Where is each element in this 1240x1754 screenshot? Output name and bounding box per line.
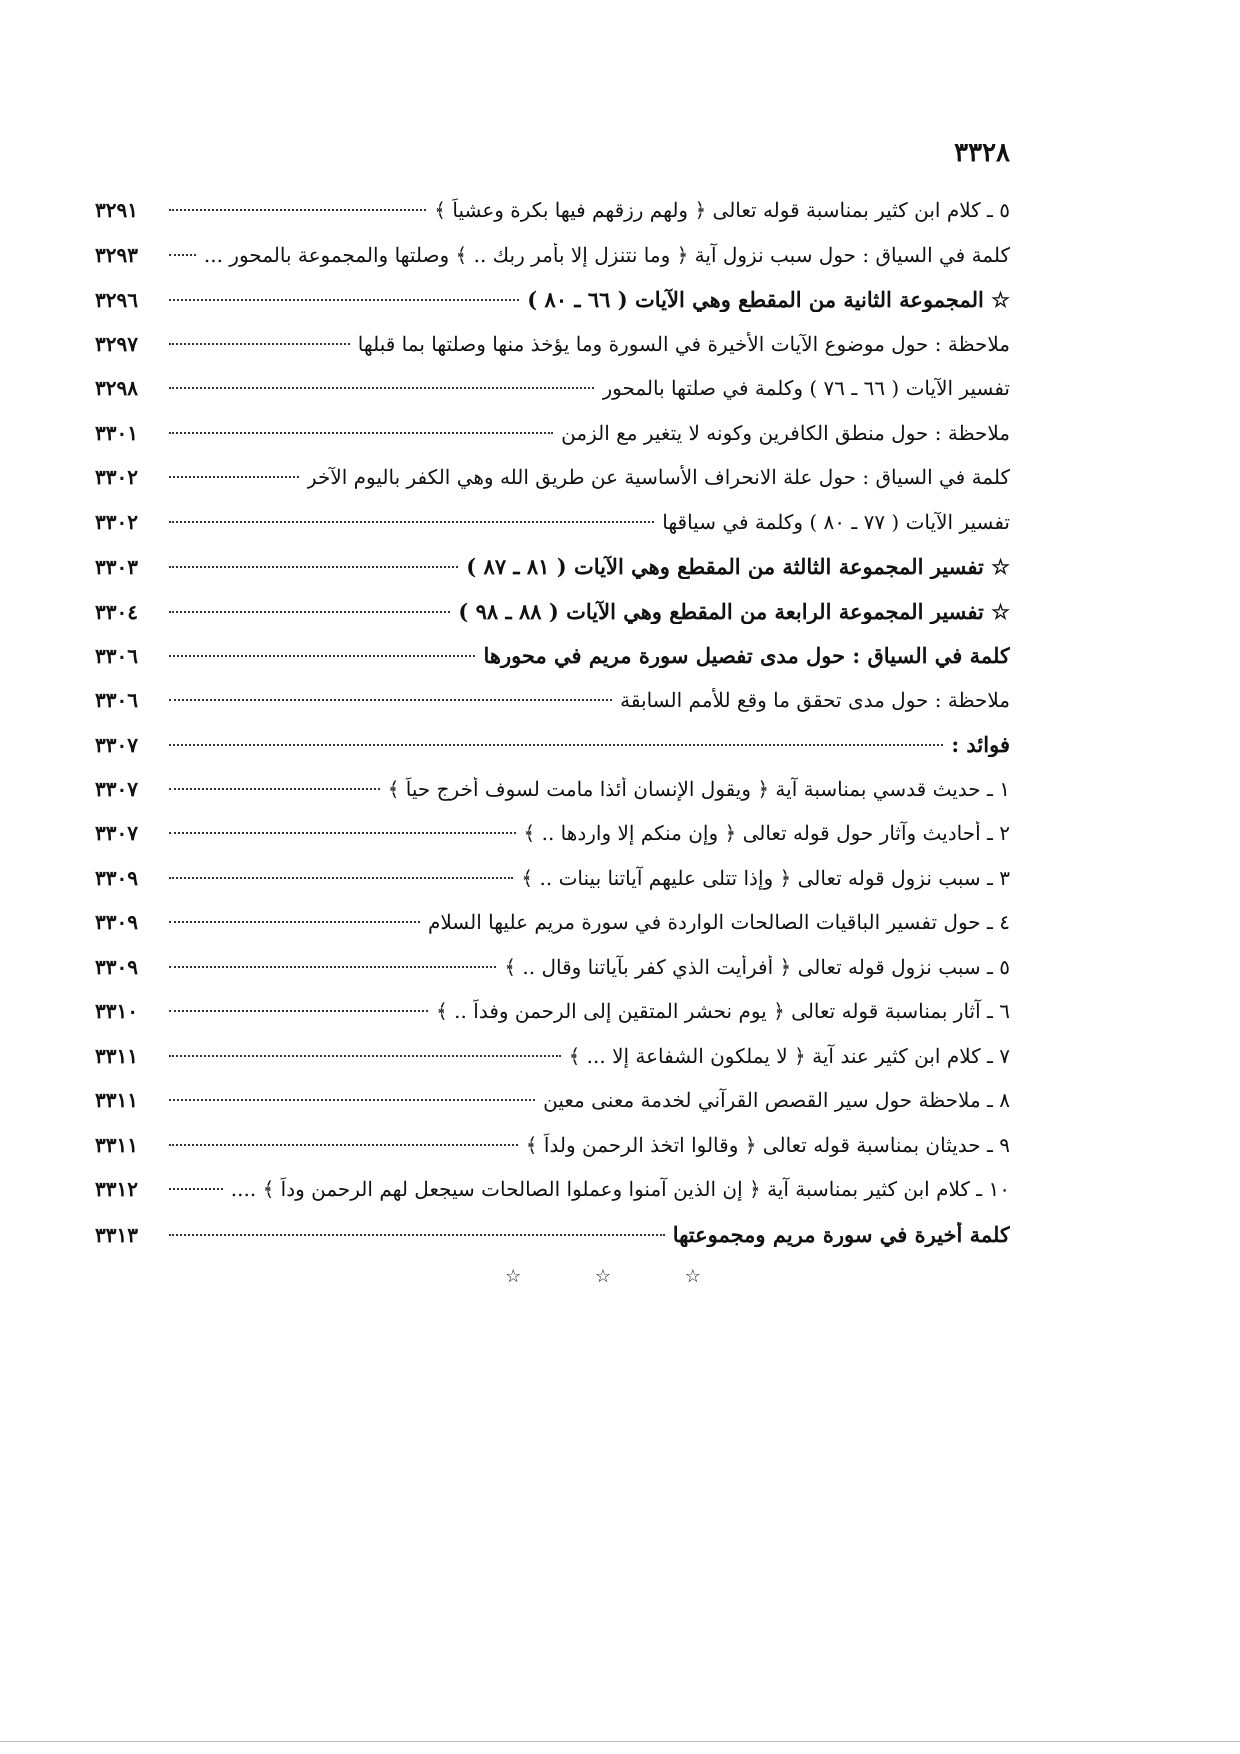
dot-leader bbox=[169, 343, 350, 345]
dot-leader bbox=[169, 966, 496, 968]
toc-entry-title: كلمة في السياق : حول مدى تفصيل سورة مريم في محورها bbox=[483, 643, 1010, 668]
toc-entry-title: ☆ تفسير المجموعة الثالثة من المقطع وهي الآيات ( ٨١ ـ ٨٧ ) bbox=[466, 554, 1010, 579]
toc-entry-title: تفسير الآيات ( ٧٧ ـ ٨٠ ) وكلمة في سياقها bbox=[662, 509, 1010, 534]
section-end-stars: ☆ ☆ ☆ bbox=[505, 1266, 735, 1287]
toc-entry-page-number: ٣٣٠١ bbox=[95, 420, 138, 445]
toc-entry-title: ٣ ـ سبب نزول قوله تعالى ﴿ وإذا تتلى عليهم آياتنا بينات .. ﴾ bbox=[521, 865, 1010, 890]
dot-leader bbox=[169, 209, 426, 211]
toc-entry bbox=[95, 777, 1010, 822]
dot-leader bbox=[169, 1234, 665, 1236]
dot-leader bbox=[169, 299, 519, 301]
toc-entry-page-number: ٣٢٩٣ bbox=[95, 242, 138, 267]
page-number: ٣٣٢٨ bbox=[954, 138, 1010, 168]
toc-entry bbox=[95, 688, 1010, 733]
toc-entry-page-number: ٣٣١١ bbox=[95, 1043, 138, 1068]
toc-entry bbox=[95, 955, 1010, 1000]
toc-entry-title: ٢ ـ أحاديث وآثار حول قوله تعالى ﴿ وإن منكم إلا واردها .. ﴾ bbox=[523, 821, 1010, 845]
toc-entry-title: ملاحظة : حول مدى تحقق ما وقع للأمم السابقة bbox=[620, 687, 1010, 712]
toc-entry-page-number: ٣٣١٢ bbox=[95, 1177, 138, 1201]
toc-entry bbox=[95, 421, 1010, 466]
toc-entry-page-number: ٣٣٠٧ bbox=[95, 733, 138, 757]
toc-entry bbox=[95, 732, 1010, 777]
dot-leader bbox=[169, 877, 513, 879]
table-of-contents bbox=[95, 198, 1010, 1266]
dot-leader bbox=[169, 921, 420, 923]
toc-entry-title: ☆ تفسير المجموعة الرابعة من المقطع وهي الآيات ( ٨٨ ـ ٩٨ ) bbox=[458, 598, 1010, 624]
toc-entry bbox=[95, 1222, 1010, 1267]
toc-entry-title: فوائد : bbox=[951, 732, 1010, 757]
dot-leader bbox=[169, 432, 553, 434]
toc-entry-title: ملاحظة : حول موضوع الآيات الأخيرة في السورة وما يؤخذ منها وصلتها بما قبلها bbox=[357, 331, 1010, 356]
toc-entry-page-number: ٣٣٠٧ bbox=[95, 776, 138, 801]
toc-entry-page-number: ٣٣٠٤ bbox=[95, 599, 138, 624]
toc-entry-title: ٤ ـ حول تفسير الباقيات الصالحات الواردة في سورة مريم عليها السلام bbox=[427, 910, 1010, 934]
toc-entry bbox=[95, 554, 1010, 599]
toc-entry-title: ☆ المجموعة الثانية من المقطع وهي الآيات ( ٦٦ ـ ٨٠ ) bbox=[527, 287, 1010, 312]
toc-entry-title: ٥ ـ سبب نزول قوله تعالى ﴿ أفرأيت الذي كفر بآياتنا وقال .. ﴾ bbox=[504, 954, 1010, 979]
toc-entry bbox=[95, 287, 1010, 332]
dot-leader bbox=[169, 611, 450, 613]
toc-entry-title: كلمة أخيرة في سورة مريم ومجموعتها bbox=[672, 1221, 1010, 1247]
toc-entry bbox=[95, 1133, 1010, 1178]
toc-entry-page-number: ٣٢٩٦ bbox=[95, 288, 138, 312]
dot-leader bbox=[169, 1010, 428, 1012]
toc-entry bbox=[95, 376, 1010, 421]
page-bottom-edge bbox=[0, 1741, 1240, 1742]
toc-entry-page-number: ٣٣٠٧ bbox=[95, 821, 138, 845]
dot-leader bbox=[169, 566, 458, 568]
toc-entry-title: كلمة في السياق : حول علة الانحراف الأساسية عن طريق الله وهي الكفر باليوم الآخر bbox=[306, 465, 1010, 489]
toc-entry-page-number: ٣٣١١ bbox=[95, 1088, 138, 1112]
toc-entry-page-number: ٣٣١١ bbox=[95, 1132, 138, 1157]
toc-entry-page-number: ٣٣٠٦ bbox=[95, 687, 138, 712]
toc-entry bbox=[95, 332, 1010, 377]
toc-entry-title: ٩ ـ حديثان بمناسبة قوله تعالى ﴿ وقالوا اتخذ الرحمن ولداً ﴾ bbox=[525, 1132, 1010, 1157]
toc-entry bbox=[95, 465, 1010, 510]
toc-entry-page-number: ٣٢٩١ bbox=[95, 198, 138, 222]
toc-entry-page-number: ٣٣١٠ bbox=[95, 999, 138, 1023]
dot-leader bbox=[169, 521, 654, 523]
toc-entry-page-number: ٣٣١٣ bbox=[95, 1222, 138, 1247]
dot-leader bbox=[169, 387, 594, 389]
toc-entry-page-number: ٣٣٠٢ bbox=[95, 465, 138, 489]
toc-entry-title: ٥ ـ كلام ابن كثير بمناسبة قوله تعالى ﴿ ولهم رزقهم فيها بكرة وعشياً ﴾ bbox=[434, 198, 1010, 222]
toc-entry bbox=[95, 599, 1010, 644]
toc-entry-page-number: ٣٢٩٧ bbox=[95, 331, 138, 356]
toc-entry-page-number: ٣٣٠٣ bbox=[95, 555, 138, 579]
dot-leader bbox=[169, 832, 516, 834]
dot-leader bbox=[169, 1144, 518, 1146]
toc-entry-title: ١ ـ حديث قدسي بمناسبة آية ﴿ ويقول الإنسان أئذا مامت لسوف أخرج حياً ﴾ bbox=[387, 776, 1010, 801]
toc-entry-title: ملاحظة : حول منطق الكافرين وكونه لا يتغير مع الزمن bbox=[561, 420, 1010, 445]
toc-entry-page-number: ٣٢٩٨ bbox=[95, 376, 138, 400]
toc-entry-page-number: ٣٣٠٩ bbox=[95, 954, 138, 979]
dot-leader bbox=[169, 254, 196, 256]
dot-leader bbox=[169, 788, 380, 790]
dot-leader bbox=[169, 1099, 535, 1101]
toc-entry bbox=[95, 1088, 1010, 1133]
dot-leader bbox=[169, 655, 475, 657]
toc-entry bbox=[95, 910, 1010, 955]
toc-entry-page-number: ٣٣٠٦ bbox=[95, 644, 138, 668]
toc-entry bbox=[95, 999, 1010, 1044]
dot-leader bbox=[169, 744, 943, 746]
toc-entry-page-number: ٣٣٠٩ bbox=[95, 865, 138, 890]
toc-entry bbox=[95, 198, 1010, 243]
toc-entry bbox=[95, 243, 1010, 288]
toc-entry bbox=[95, 1177, 1010, 1222]
toc-entry-page-number: ٣٣٠٢ bbox=[95, 509, 138, 534]
toc-entry-title: كلمة في السياق : حول سبب نزول آية ﴿ وما نتنزل إلا بأمر ربك .. ﴾ وصلتها والمجموعة بالمحور ... bbox=[203, 242, 1010, 267]
toc-entry bbox=[95, 510, 1010, 555]
dot-leader bbox=[169, 1055, 561, 1057]
toc-entry-page-number: ٣٣٠٩ bbox=[95, 910, 138, 934]
toc-entry bbox=[95, 1044, 1010, 1089]
toc-entry-title: ٧ ـ كلام ابن كثير عند آية ﴿ لا يملكون الشفاعة إلا ... ﴾ bbox=[568, 1043, 1010, 1068]
toc-entry-title: تفسير الآيات ( ٦٦ ـ ٧٦ ) وكلمة في صلتها بالمحور bbox=[602, 376, 1010, 400]
toc-entry bbox=[95, 643, 1010, 688]
dot-leader bbox=[169, 1188, 223, 1190]
toc-entry-title: ٦ ـ آثار بمناسبة قوله تعالى ﴿ يوم نحشر المتقين إلى الرحمن وفداً .. ﴾ bbox=[436, 999, 1010, 1023]
toc-entry bbox=[95, 821, 1010, 866]
toc-entry-title: ٨ ـ ملاحظة حول سير القصص القرآني لخدمة معنى معين bbox=[543, 1088, 1010, 1112]
dot-leader bbox=[169, 476, 299, 478]
toc-entry bbox=[95, 866, 1010, 911]
toc-entry-title: ١٠ ـ كلام ابن كثير بمناسبة آية ﴿ إن الذين آمنوا وعملوا الصالحات سيجعل لهم الرحمن وداً ﴾ .... bbox=[230, 1177, 1010, 1201]
dot-leader bbox=[169, 699, 612, 701]
